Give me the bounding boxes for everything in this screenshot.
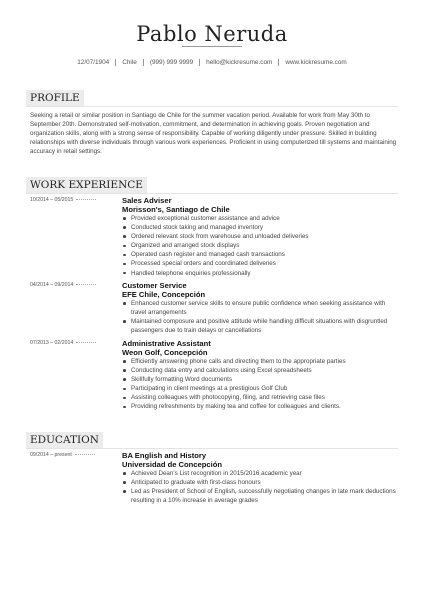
education-section-title: EDUCATION bbox=[26, 432, 103, 448]
date-leader-line bbox=[76, 284, 96, 285]
contact-country: Chile bbox=[122, 59, 137, 66]
job-bullets bbox=[122, 299, 400, 335]
list-item: Ordered relevant stock from warehouse and unloaded deliveries bbox=[122, 232, 400, 241]
job-detail bbox=[122, 339, 400, 412]
contact-separator bbox=[143, 59, 144, 66]
education-detail bbox=[122, 451, 400, 505]
education-school: Universidad de Concepción bbox=[122, 460, 223, 469]
list-item: Enhanced customer service skills to ensure public confidence when seeking assistance with travel arrangements bbox=[122, 299, 400, 317]
list-item: Skillfully formatting Word documents bbox=[122, 375, 400, 384]
date-leader-line bbox=[75, 454, 95, 455]
experience-section-header bbox=[26, 177, 398, 194]
job-organization: EFE Chile, Concepción bbox=[122, 290, 206, 299]
profile-summary: Seeking a retail or similar position in Santiago de Chile for the summer vacation period. Available for work from May 30th to September 20th. Demonstrated self-motivation, commitment, and determination in achieving goals. Proven negotiation and organization skills, along with a strong sense of responsibility. Capable of working diligently under pressure. Skilled in building relationships with diverse individuals through various work experiences. Proficient in using computerized till systems and maintaining accuracy in retail settings. bbox=[30, 112, 397, 156]
job-dates: 04/2014 – 09/2014 bbox=[30, 282, 96, 288]
contact-line bbox=[0, 59, 424, 66]
education-dates: 09/2014 – present bbox=[30, 452, 95, 458]
list-item: Participating in client meetings at a prestigious Golf Club bbox=[122, 384, 400, 393]
contact-website[interactable]: www.kickresume.com bbox=[285, 59, 347, 66]
job-detail bbox=[122, 196, 400, 278]
list-item: Providing refreshments by making tea and coffee for colleagues and clients. bbox=[122, 402, 400, 411]
job-detail bbox=[122, 281, 400, 335]
experience-section-title: WORK EXPERIENCE bbox=[26, 177, 147, 193]
contact-separator bbox=[199, 59, 200, 66]
job-dates: 10/2014 – 05/2015 bbox=[30, 197, 96, 203]
contact-email[interactable]: hello@kickresume.com bbox=[206, 59, 273, 66]
list-item: Maintained composure and positive attitude while handling difficult situations with disgruntled passengers due to train delays or cancellations bbox=[122, 317, 400, 335]
job-role: Administrative Assistant bbox=[122, 339, 211, 348]
job-bullets bbox=[122, 214, 400, 278]
contact-birthdate: 12/07/1904 bbox=[77, 59, 110, 66]
candidate-name: Pablo Neruda bbox=[136, 22, 288, 46]
list-item: Assisting colleagues with photocopying, filing, and retrieving case files bbox=[122, 393, 400, 402]
education-bullets bbox=[122, 469, 400, 505]
education-degree: BA English and History bbox=[122, 451, 207, 460]
list-item: Handled telephone enquiries professionally bbox=[122, 269, 400, 278]
list-item: Anticipated to graduate with first-class honours bbox=[122, 478, 400, 487]
job-organization: Weon Golf, Concepción bbox=[122, 348, 208, 357]
profile-section-title: PROFILE bbox=[26, 90, 84, 106]
job-bullets bbox=[122, 357, 400, 412]
list-item: Processed special orders and coordinated deliveries bbox=[122, 259, 400, 268]
list-item: Organized and arranged stock displays bbox=[122, 241, 400, 250]
contact-separator bbox=[115, 59, 116, 66]
list-item: Conducting data entry and calculations using Excel spreadsheets bbox=[122, 366, 400, 375]
list-item: Efficiently answering phone calls and directing them to the appropriate parties bbox=[122, 357, 400, 366]
list-item: Conducted stock taking and managed inventory bbox=[122, 223, 400, 232]
education-section-header bbox=[26, 432, 398, 449]
name-divider bbox=[182, 46, 242, 47]
contact-separator bbox=[278, 59, 279, 66]
job-role: Customer Service bbox=[122, 281, 187, 290]
profile-section-header bbox=[26, 90, 398, 107]
list-item: Achieved Dean's List recognition in 2015/2016 academic year bbox=[122, 469, 400, 478]
list-item: Led as President of School of English, successfully negotiating changes in late mark deductions resulting in a 10% increase in average grades bbox=[122, 487, 400, 505]
job-dates: 07/2013 – 02/2014 bbox=[30, 340, 96, 346]
list-item: Operated cash register and managed cash transactions bbox=[122, 250, 400, 259]
job-role: Sales Adviser bbox=[122, 196, 172, 205]
contact-phone: (999) 999 9999 bbox=[149, 59, 194, 66]
job-organization: Morisson's, Santiago de Chile bbox=[122, 205, 230, 214]
date-leader-line bbox=[76, 199, 96, 200]
list-item: Provided exceptional customer assistance and advice bbox=[122, 214, 400, 223]
date-leader-line bbox=[76, 342, 96, 343]
